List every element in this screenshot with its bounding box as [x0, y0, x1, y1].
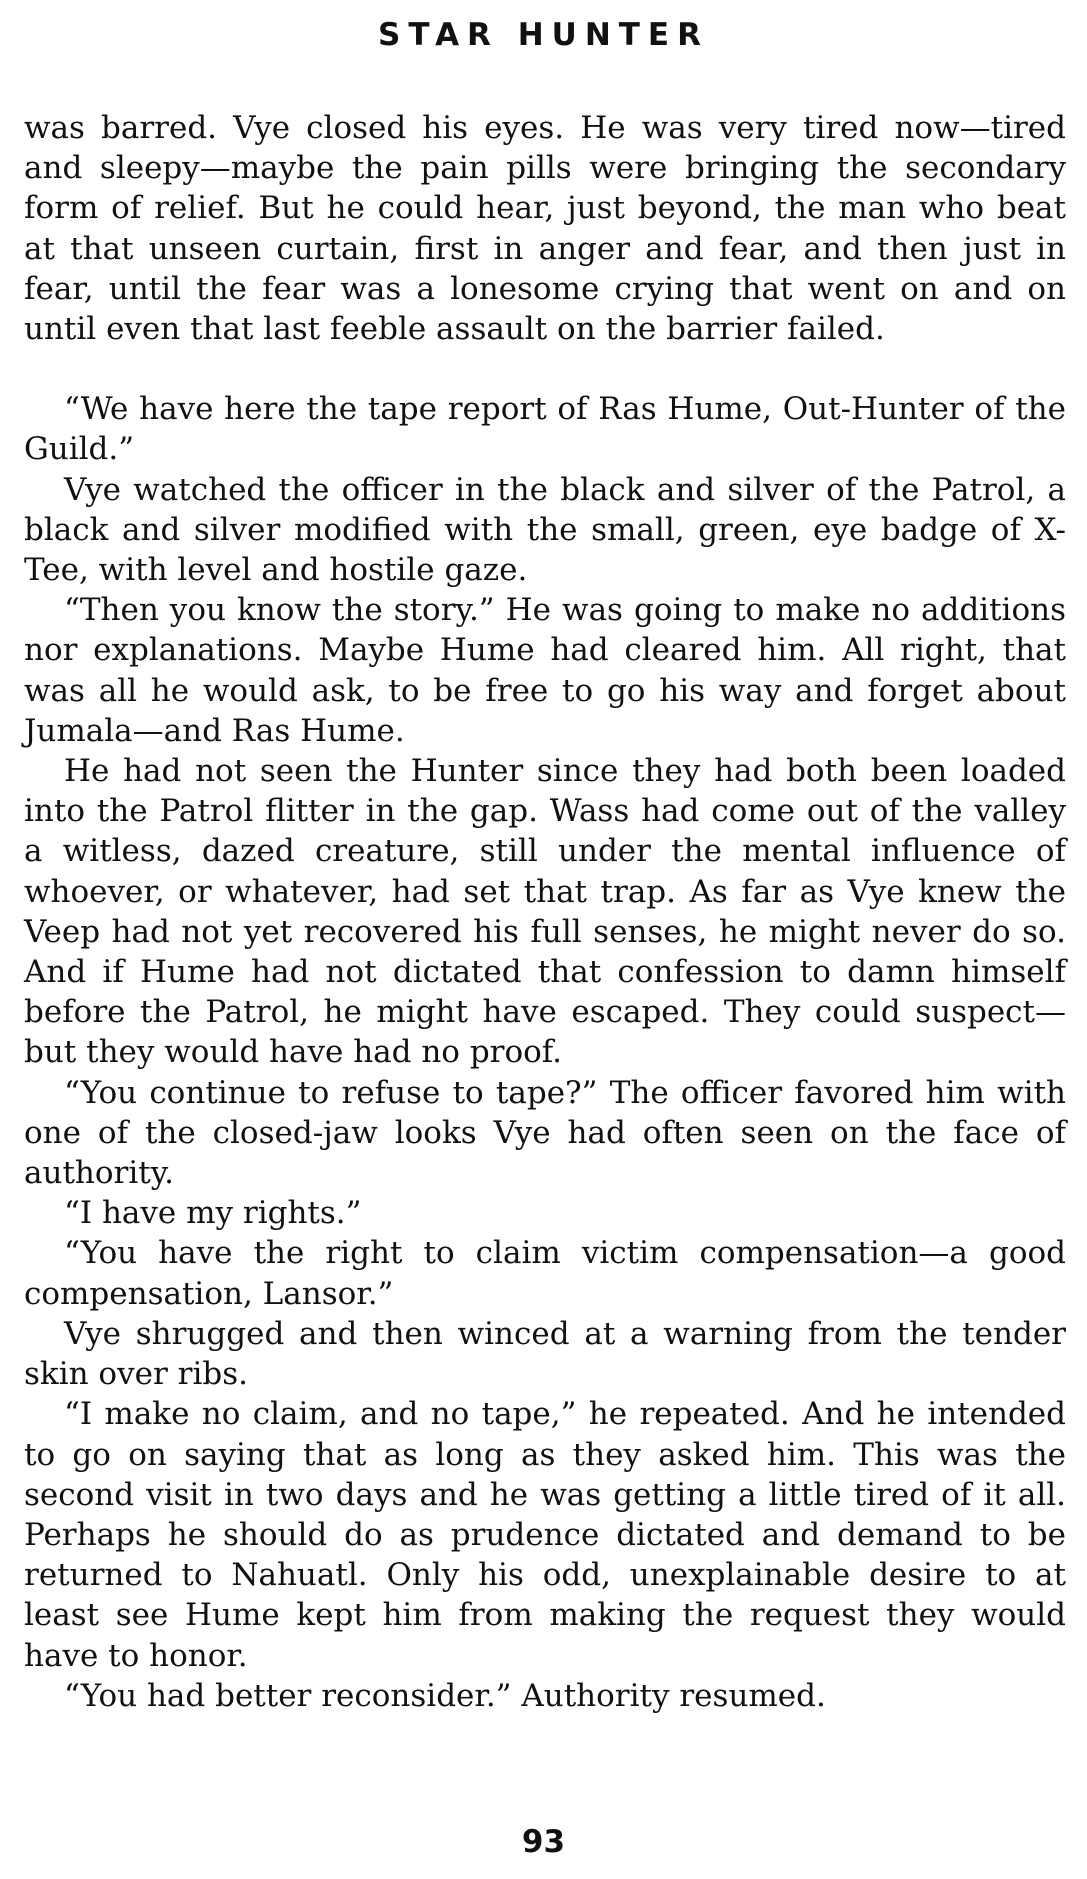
paragraph: Vye watched the officer in the black and silver of the Patrol, a black and silver modified with the small, green, eye badge of X-Tee, with level and hostile gaze. [24, 471, 1066, 589]
body-text [24, 108, 1066, 1716]
paragraph: “You continue to refuse to tape?” The officer favored him with one of the closed-jaw looks Vye had often seen on the face of authority. [24, 1074, 1066, 1192]
paragraph: “I make no claim, and no tape,” he repeated. And he intended to go on saying that as long as they asked him. This was the second visit in two days and he was getting a little tired of it all. Perhaps he should do as prudence dictated and demand to be returned to Nahuatl. Only his odd, unexplainable desire to at least see Hume kept him from making the request they would have to honor. [24, 1396, 1066, 1674]
paragraph: “You had better reconsider.” Authority resumed. [64, 1677, 826, 1714]
paragraph: “Then you know the story.” He was going to make no additions nor explanations. Maybe Hume had cleared him. All right, that was all he would ask, to be free to go his way and forget about Jumala—and Ras Hume. [24, 592, 1066, 749]
running-head-title: STAR HUNTER [378, 17, 709, 53]
paragraph: “We have here the tape report of Ras Hume, Out-Hunter of the Guild.” [24, 391, 1066, 468]
page-number: 93 [521, 1824, 566, 1860]
paragraph: Vye shrugged and then winced at a warning from the tender skin over ribs. [24, 1315, 1066, 1393]
paragraph-continuation: was barred. Vye closed his eyes. He was very tired now—tired and sleepy—maybe the pain pills were bringing the secondary form of relief. But he could hear, just beyond, the man who beat at that unseen curtain, first in anger and fear, and then just in fear, until the fear was a lonesome crying that went on and on until even that last feeble assault on the barrier failed. [24, 110, 1066, 348]
paragraph: “You have the right to claim victim compensation—a good compensation, Lansor.” [24, 1235, 1066, 1312]
paragraph: He had not seen the Hunter since they had both been loaded into the Patrol flitter in the gap. Wass had come out of the valley a witless, dazed creature, still under the mental influence of whoever, or whatever, had set that trap. As far as Vye knew the Veep had not yet recovered his full senses, he might never do so. And if Hume had not dictated that confession to damn himself before the Patrol, he might have escaped. They could suspect—but they would have had no proof. [24, 753, 1066, 1071]
paragraph: “I have my rights.” [64, 1195, 362, 1232]
